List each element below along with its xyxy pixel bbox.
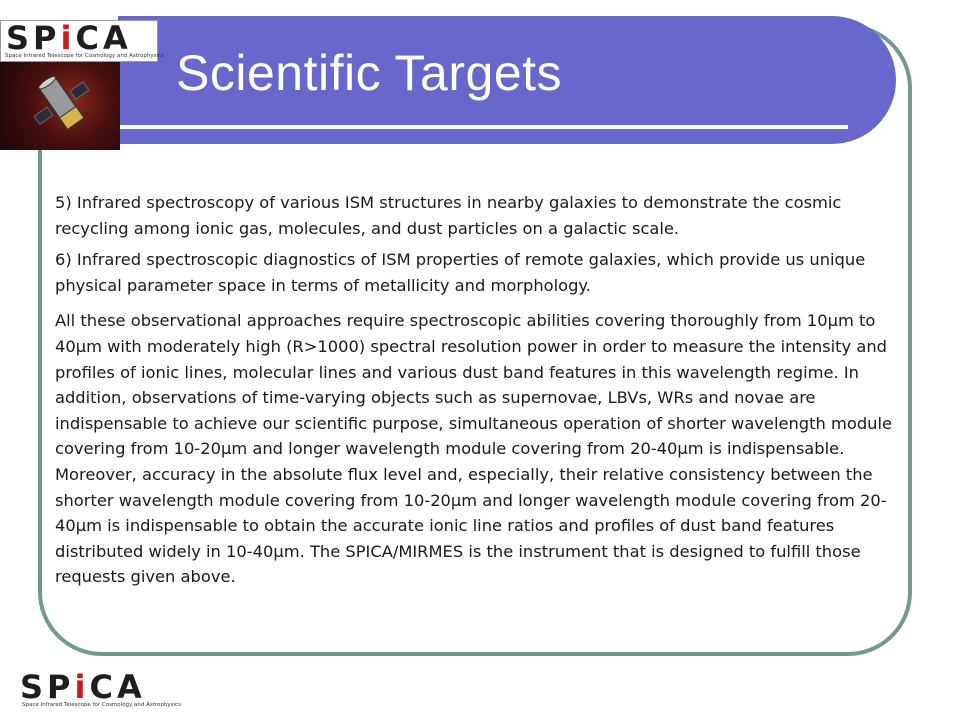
- logo-text-i: i: [60, 19, 76, 57]
- slide-title: Scientific Targets: [176, 45, 563, 101]
- footer-logo-subtitle: Space Infrared Telescope for Cosmology and Astrophysics: [22, 702, 181, 708]
- logo-wordmark: [6, 19, 132, 57]
- footer-logo-wordmark: [20, 668, 146, 706]
- footer-logo-text-i: i: [74, 668, 90, 706]
- logo-text-sp: SP: [6, 19, 61, 57]
- summary-paragraph: All these observational approaches require spectroscopic abilities covering thoroughly from 10μm to 40μm with moderately high (R>1000) spectral resolution power in order to measure the intensity and profiles of ionic lines, molecular lines and various dust band features in this wavelength regime. In addition, observations of time-varying objects such as supernovae, LBVs, WRs and novae are indispensable to achieve our scientific purpose, simultaneous operation of shorter wavelength module covering from 10-20μm and longer wavelength module covering from 20-40μm is indispensable. Moreover, accuracy in the absolute flux level and, especially, their relative consistency between the shorter wavelength module covering from 10-20μm and longer wavelength module covering from 20-40μm is indispensable to obtain the accurate ionic line ratios and profiles of dust band features distributed widely in 10-40μm. The SPICA/MIRMES is the instrument that is designed to fulfill those requests given above.: [55, 311, 893, 587]
- spica-logo: [0, 19, 164, 62]
- footer-spica-logo: [20, 668, 181, 710]
- title-underline: [118, 125, 848, 129]
- target-5-paragraph: 5) Infrared spectroscopy of various ISM structures in nearby galaxies to demonstrate the cosmic recycling among ionic gas, molecules, and dust particles on a galactic scale.: [55, 193, 842, 238]
- target-6-paragraph: 6) Infrared spectroscopic diagnostics of ISM properties of remote galaxies, which provide us unique physical parameter space in terms of metallicity and morphology.: [55, 250, 866, 295]
- footer-logo-text-ca: CA: [89, 668, 146, 706]
- telescope-image: [0, 62, 120, 150]
- telescope-icon: [0, 62, 120, 150]
- logo-subtitle: Space Infrared Telescope for Cosmology and Astrophysics: [5, 53, 164, 59]
- slide-body: [55, 190, 903, 590]
- logo-text-ca: CA: [75, 19, 132, 57]
- footer-logo-text-sp: SP: [20, 668, 75, 706]
